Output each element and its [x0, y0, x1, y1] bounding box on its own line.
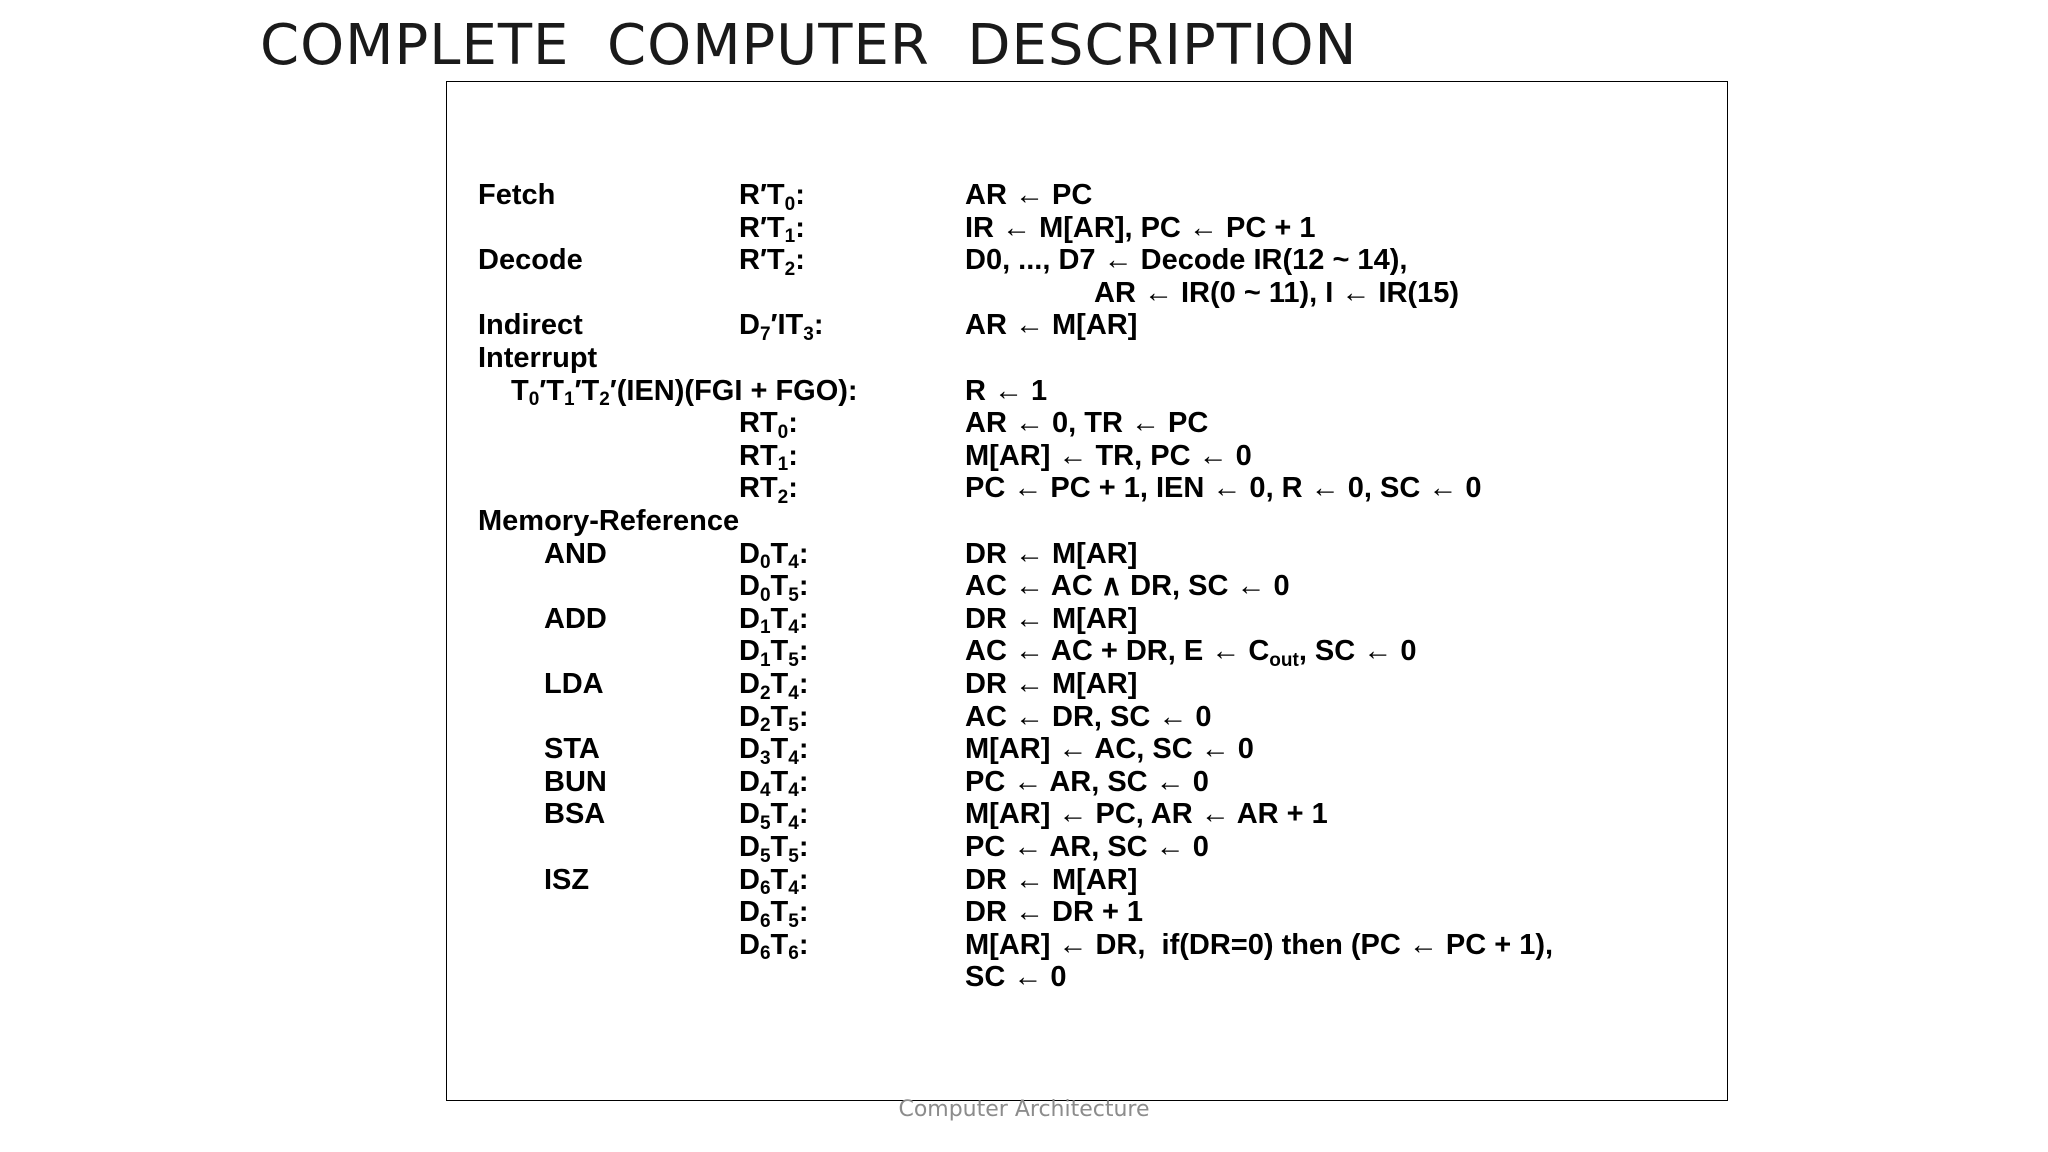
instruction-label: ISZ	[544, 863, 590, 896]
micro-operation: DR ← DR + 1	[965, 896, 1144, 929]
micro-operation: AR ← PC	[965, 179, 1093, 211]
micro-operation: R ← 1	[965, 374, 1048, 407]
instruction-label: LDA	[544, 668, 604, 700]
micro-operation: DR ← M[AR]	[965, 537, 1138, 570]
micro-operation: DR ← M[AR]	[965, 863, 1138, 896]
section-label: Indirect	[478, 309, 583, 342]
micro-operation: DR ← M[AR]	[965, 602, 1138, 635]
timing-condition: $RT_0$:	[739, 407, 798, 443]
timing-condition: $D_5T_5$:	[739, 831, 809, 867]
timing-condition: $RT_1$:	[739, 439, 798, 476]
micro-operation: AR ← M[AR]	[965, 309, 1138, 342]
micro-operation: SC ← 0	[965, 961, 1067, 994]
section-label: Memory-Reference	[478, 505, 740, 537]
timing-condition: $D_1T_5$:	[739, 635, 809, 672]
timing-condition: $D_0T_4$:	[739, 537, 809, 574]
timing-condition: $RT_2$:	[739, 472, 798, 509]
timing-condition: $D_0T_5$:	[739, 570, 809, 606]
timing-condition: $D_7'IT_3$:	[739, 309, 824, 346]
timing-condition: $D_6T_4$:	[739, 863, 809, 900]
instruction-label: STA	[544, 733, 600, 766]
micro-operation: M[AR] ← TR, PC ← 0	[965, 439, 1252, 472]
slide-footer: Computer Architecture	[898, 1097, 1150, 1122]
micro-operation: PC ← AR, SC ← 0	[965, 765, 1209, 798]
timing-condition: $D_2T_5$:	[739, 700, 809, 737]
instruction-label: BSA	[544, 798, 606, 831]
slide-title: COMPLETE COMPUTER DESCRIPTION	[260, 13, 1358, 78]
micro-operation: IR ← M[AR], PC ← PC + 1	[965, 211, 1316, 244]
timing-condition: $R'T_0$:	[739, 179, 805, 215]
micro-operation: AR ← 0, TR ← PC	[965, 407, 1209, 440]
micro-operation: DR ← M[AR]	[965, 668, 1138, 700]
instruction-label: AND	[544, 537, 607, 570]
timing-condition: $D_1T_4$:	[739, 602, 809, 639]
section-label: Interrupt	[478, 342, 598, 374]
micro-operation: AC ← AC ∧ DR, SC ← 0	[965, 570, 1290, 603]
instruction-label: BUN	[544, 765, 607, 798]
micro-operation: M[AR] ← DR, if(DR=0) then (PC ← PC + 1),	[965, 928, 1554, 961]
micro-operation: M[AR] ← PC, AR ← AR + 1	[965, 798, 1328, 831]
micro-operation: PC ← PC + 1, IEN ← 0, R ← 0, SC ← 0	[965, 472, 1482, 505]
interrupt-condition: $T_0'T_1'T_2'(IEN)(FGI + FGO)$:	[511, 374, 858, 411]
micro-operation-continued: AR ← IR(0 ~ 11), I ← IR(15)	[1094, 276, 1460, 309]
timing-condition: $D_6T_6$:	[739, 928, 809, 965]
timing-condition: $R'T_2$:	[739, 244, 805, 280]
section-label: Decode	[478, 244, 583, 277]
instruction-label: ADD	[544, 602, 607, 635]
timing-condition: $D_4T_4$:	[739, 765, 809, 802]
timing-condition: $D_5T_4$:	[739, 798, 809, 835]
timing-condition: $D_2T_4$:	[739, 668, 809, 704]
micro-operation: AC ← DR, SC ← 0	[965, 700, 1212, 733]
timing-condition: $D_6T_5$:	[739, 896, 809, 932]
section-label: Fetch	[478, 179, 556, 211]
timing-condition: $D_3T_4$:	[739, 733, 809, 769]
micro-operation: M[AR] ← AC, SC ← 0	[965, 733, 1254, 766]
timing-condition: $R'T_1$:	[739, 211, 805, 248]
micro-operation: PC ← AR, SC ← 0	[965, 831, 1209, 863]
micro-operation: D0, ..., D7 ← Decode IR(12 ~ 14),	[965, 244, 1408, 277]
micro-operation: AC ← AC + DR, E ← $C_{out}$, SC ← 0	[965, 635, 1417, 672]
